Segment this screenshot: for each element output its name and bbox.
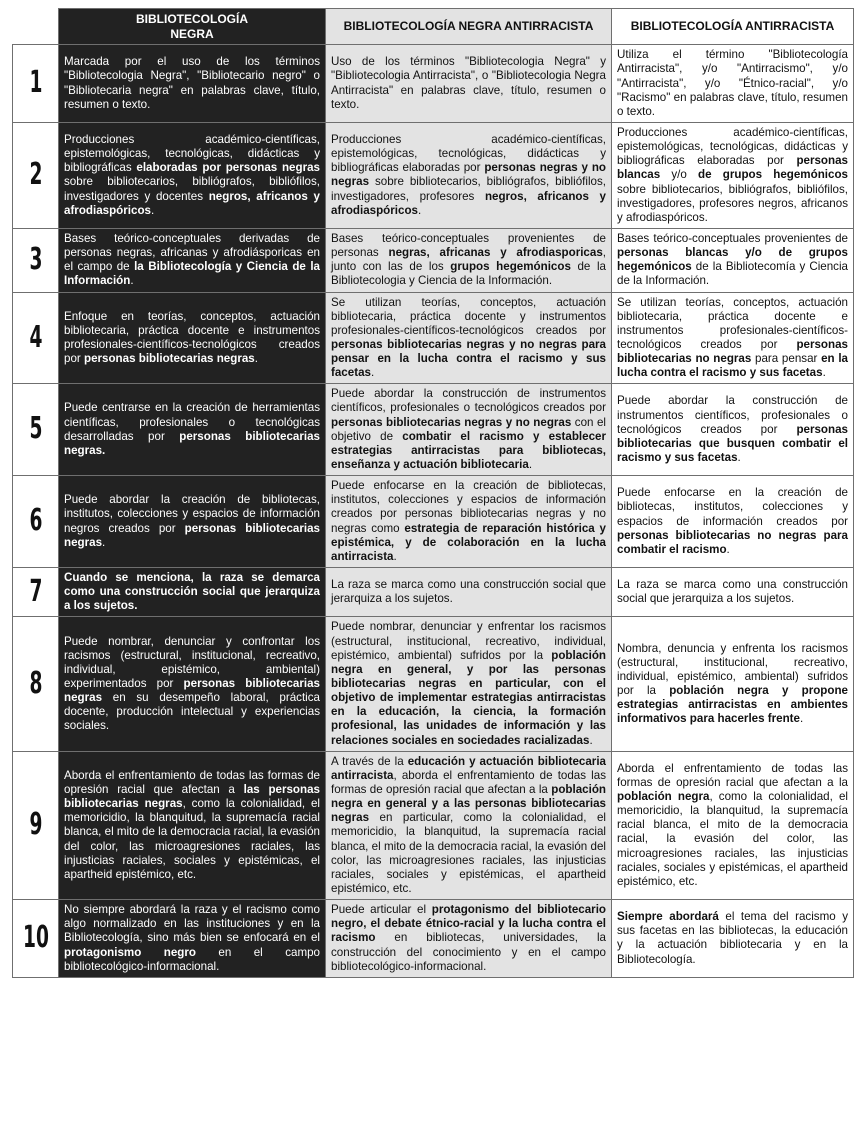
row-number: 6 <box>21 476 50 568</box>
bold-text: combatir el racismo y establecer estrategias antirracistas para bibliotecas, enseñanza y actuación bibliotecaria <box>331 429 606 472</box>
cell-negra-antirracista <box>326 568 612 617</box>
header-row <box>13 9 854 45</box>
cell-negra-antirracista <box>326 45 612 123</box>
bold-text: personas bibliotecarias no negras para combatir el racismo <box>617 528 848 556</box>
cell-text: Producciones académico-científicas, epistemológicas, tecnológicas, didácticas y bibliográficas elaboradas por <box>617 125 848 168</box>
cell-antirracista <box>612 900 854 978</box>
cell-antirracista <box>612 122 854 228</box>
bold-text: personas bibliotecarias negras. <box>64 429 320 457</box>
cell-text: en su desempeño laboral, práctica docente, producción intelectual y experiencias sociales. <box>64 691 320 733</box>
cell-text: . <box>726 542 730 556</box>
bold-text: personas bibliotecarias que busquen combatir el racismo y sus facetas <box>617 422 848 464</box>
cell-negra-antirracista <box>326 617 612 751</box>
cell-text: . <box>102 535 106 549</box>
bold-text: educación y actuación bibliotecaria antirracista <box>331 754 606 782</box>
cell-text: . <box>589 733 593 747</box>
cell-text: . <box>417 203 422 217</box>
bold-text: grupos hegemónicos <box>450 260 571 274</box>
bold-text: personas bibliotecarias negras <box>83 352 255 366</box>
cell-text: . <box>528 458 533 472</box>
cell-text: La raza se marca como una construcción social que jerarquiza a los sujetos. <box>617 578 848 606</box>
table-row <box>13 476 854 568</box>
bold-text: de grupos hegemónicos <box>698 168 848 182</box>
cell-negra <box>59 751 326 899</box>
cell-negra-antirracista <box>326 476 612 568</box>
cell-text: Puede abordar la construcción de instrumentos científicos, profesionales o tecnológicos creados por <box>617 394 848 436</box>
bold-text: la Bibliotecología y Ciencia de la Información <box>64 260 320 288</box>
cell-text: . <box>737 450 741 464</box>
cell-text: . <box>370 366 375 380</box>
bold-text: personas blancas <box>617 154 848 182</box>
cell-text: Se utilizan teorías, conceptos, actuación bibliotecaria, práctica docente y instrumentos profesionales-científicos-tecnológicos creados por <box>331 295 606 337</box>
cell-negra <box>59 122 326 228</box>
cell-text: el tema del racismo y sus facetas en las bibliotecas, la educación y la actuación bibliotecaria y en la Bibliotecología. <box>617 910 848 966</box>
bold-text: estrategia de reparación histórica y epistémica, y de colaboración en la lucha antirracista <box>331 521 606 563</box>
cell-text: . <box>822 366 826 380</box>
bold-text: población negra en general y a las personas bibliotecarias negras <box>331 783 606 825</box>
bold-text: negros, africanos y afrodiaspóricos <box>64 189 320 217</box>
row-number: 2 <box>21 122 50 228</box>
cell-negra <box>59 384 326 476</box>
cell-text: . <box>393 549 397 563</box>
cell-negra <box>59 476 326 568</box>
cell-negra-antirracista <box>326 228 612 292</box>
cell-text: en bibliotecas, universidades, la construcción del conocimiento y en el campo bibliotecológico-informacional. <box>331 931 606 973</box>
bold-text: protagonismo del bibliotecario negro, el debate étnico-racial y la lucha contra el racismo <box>331 903 606 945</box>
cell-text: y/o <box>660 168 699 182</box>
cell-text: . <box>800 712 804 726</box>
cell-antirracista <box>612 45 854 123</box>
cell-text: Se utilizan teorías, conceptos, actuación bibliotecaria, práctica docente e instrumentos profesionales-científicos-tecnológicos creados por <box>617 295 848 351</box>
cell-text: Puede enfocarse en la creación de bibliotecas, institutos, colecciones y espacios de información creados por personas bibliotecarias negras y no negras como <box>331 479 606 535</box>
cell-text: para pensar <box>751 352 822 366</box>
bold-text: población negra y propone estrategias antirracistas en ambientes informativos para hacerles frente <box>617 684 848 726</box>
bold-text: Siempre abordará <box>617 910 719 924</box>
cell-negra-antirracista <box>326 384 612 476</box>
cell-text: Aborda el enfrentamiento de todas las formas de opresión racial que afectan a la <box>617 761 848 789</box>
cell-text: , junto con las de los <box>331 246 607 274</box>
cell-antirracista <box>612 476 854 568</box>
table-row <box>13 292 854 384</box>
comparison-table <box>12 8 854 978</box>
bold-text: personas bibliotecarias no negras <box>617 337 848 366</box>
bold-text: Cuando se menciona, la raza se demarca como una construcción social que jerarquiza a los sujetos. <box>64 571 320 613</box>
cell-text: A través de la <box>331 754 408 768</box>
cell-antirracista <box>612 292 854 384</box>
cell-text: . <box>254 352 258 366</box>
cell-text: Uso de los términos "Bibliotecologia Negra" y "Bibliotecologia Antirracista", o "Bibliotecologia Negra Antirracista" en palabras clave, título, resumen o texto. <box>331 55 606 111</box>
cell-text: Bases teórico-conceptuales provenientes de <box>617 231 848 245</box>
cell-antirracista <box>612 617 854 751</box>
cell-text: , como la colonialidad, el memoricidio, la blanquitud, la supremacía racial blanca, el mito de la democracia racial, la evasión del color, las microagresiones raciales, las injusticias raciales, sociales y epistémicas, el apartheid epistémico, etc. <box>64 797 320 881</box>
cell-text: en el campo bibliotecológico-informacional. <box>64 945 321 973</box>
table-row <box>13 617 854 751</box>
cell-negra <box>59 228 326 292</box>
cell-text: Puede centrarse en la creación de herramientas científicas, profesionales o tecnológicas desarrolladas por <box>64 401 320 443</box>
table-row <box>13 900 854 978</box>
cell-text: con el objetivo de <box>331 415 606 443</box>
cell-antirracista <box>612 568 854 617</box>
cell-antirracista <box>612 751 854 899</box>
table-body <box>13 45 854 978</box>
cell-text: sobre bibliotecarios, bibliógrafos, bibliófilos, investigadores y docentes <box>64 175 320 203</box>
cell-negra-antirracista <box>326 292 612 384</box>
cell-negra-antirracista <box>326 900 612 978</box>
cell-antirracista <box>612 228 854 292</box>
cell-text: Puede enfocarse en la creación de bibliotecas, institutos, colecciones y espacios de información creados por <box>617 486 848 528</box>
row-number: 8 <box>21 617 50 751</box>
bold-text: negras, africanas y afrodiasporicas <box>388 246 603 260</box>
cell-text: Puede abordar la creación de bibliotecas, institutos, colecciones y espacios de información negros creados por <box>64 493 320 535</box>
cell-negra-antirracista <box>326 122 612 228</box>
cell-text: Puede nombrar, denunciar y confrontar los racismos (estructural, institucional, recreativo, individual, epistémico, ambiental) experimentados por <box>64 634 320 691</box>
cell-text: Nombra, denuncia y enfrenta los racismos (estructural, institucional, recreativo, individual, epistémico, ambiental) sufridos por la <box>617 641 848 698</box>
cell-text: . <box>150 203 155 217</box>
cell-text: Puede nombrar, denunciar y enfrentar los racismos (estructural, institucional, recreativo, individual, epistémico, ambiental) sufridos por la <box>331 620 606 662</box>
cell-text: Enfoque en teorías, conceptos, actuación bibliotecaria, práctica docente e instrumentos profesionales-científicos-tecnológicos creados por <box>64 309 320 366</box>
row-number: 5 <box>21 384 50 476</box>
cell-negra-antirracista <box>326 751 612 899</box>
cell-negra <box>59 45 326 123</box>
cell-negra <box>59 568 326 617</box>
cell-text: Producciones académico-científicas, epistemológicas, tecnológicas, didácticas y bibliográficas <box>64 133 320 175</box>
bold-text: protagonismo negro <box>64 945 196 959</box>
cell-negra <box>59 900 326 978</box>
table-row <box>13 122 854 228</box>
cell-text: Utiliza el término "Bibliotecología Antirracista", y/o "Antirracismo", y/o "Antirracista", y/o "Étnico-racial", y/o "Racismo" en palabras clave, título, resumen o texto. <box>617 48 848 118</box>
table-row <box>13 568 854 617</box>
cell-text: Bases teórico-conceptuales derivadas de personas negras, africanas y afrodiásporicas en el campo de <box>64 231 320 274</box>
cell-text: sobre bibliotecarios, bibliógrafos, bibliófilos, investigadores, profesores <box>331 175 606 203</box>
bold-text: las personas bibliotecarias negras <box>64 783 320 811</box>
header-bibliotecologia-antirracista: BIBLIOTECOLOGÍA ANTIRRACISTA <box>612 9 854 45</box>
cell-text: Bases teórico-conceptuales provenientes de personas <box>331 231 606 260</box>
cell-text: La raza se marca como una construcción social que jerarquiza a los sujetos. <box>331 578 606 606</box>
bold-text: población negra <box>617 790 710 804</box>
row-number: 3 <box>21 228 50 292</box>
row-number: 10 <box>21 900 50 978</box>
cell-text: , aborda el enfrentamiento de todas las formas de opresión racial que afectan a la <box>331 768 606 796</box>
row-number: 7 <box>21 568 50 617</box>
cell-text: sobre bibliotecarios, bibliógrafos, bibliófilos, investigadores, profesores negros, africanos y afrodiaspóricos. <box>617 182 848 224</box>
cell-antirracista <box>612 384 854 476</box>
cell-negra <box>59 292 326 384</box>
table-row <box>13 45 854 123</box>
header-bibliotecologia-negra-antirracista: BIBLIOTECOLOGÍA NEGRA ANTIRRACISTA <box>326 9 612 45</box>
row-number: 9 <box>21 751 50 899</box>
cell-text: de la Bibliotecomía y Ciencia de la Información. <box>617 260 848 288</box>
cell-text: Marcada por el uso de los términos "Bibliotecologia Negra", "Bibliotecario negro" o "Bibliotecaria negra" en palabras clave, título, resumen o texto. <box>64 55 320 111</box>
cell-text: en particular, como la colonialidad, el memoricidio, la blanquitud, la supremacía racial blanca, el mito de la democracia racial, la evasión del color, las microagresiones raciales, las injusticias raciales, sociales y epistémicas, el apartheid epistémico, etc. <box>331 811 606 895</box>
cell-text: Aborda el enfrentamiento de todas las formas de opresión racial que afectan a <box>64 768 320 796</box>
cell-negra <box>59 617 326 751</box>
cell-text: de la Bibliotecologia y Ciencia de la Información. <box>331 260 606 288</box>
row-number: 4 <box>21 292 50 384</box>
cell-text: Puede abordar la construcción de instrumentos científicos, profesionales o tecnológicos creados por <box>331 387 606 415</box>
bold-text: personas bibliotecarias negras <box>64 521 320 549</box>
bold-text: personas bibliotecarias negras y no negras para pensar en la lucha contra el racismo y sus facetas <box>331 337 606 380</box>
table-row <box>13 384 854 476</box>
bold-text: población negra en general, y por las personas bibliotecarias negras en particular, con el objetivo de implementar estrategias antirracistas en la educación, la ciencia, la formación profesional, las unidades de información y las relaciones sociales en sociedades racializadas <box>331 648 606 747</box>
bold-text: personas negras y no negras <box>331 161 606 189</box>
header-blank <box>13 9 59 45</box>
cell-text: . <box>130 274 134 288</box>
cell-text: , como la colonialidad, el memoricidio, la blanquitud, la supremacía racial blanca, el mito de la democracia racial, la evasión del color, las microagresiones raciales, las injusticias raciales, sociales y epistémicas, el apartheid epistémico, etc. <box>617 790 848 888</box>
bold-text: elaboradas por personas negras <box>136 161 320 175</box>
bold-text: personas bibliotecarias negras <box>64 677 320 705</box>
bold-text: negros, africanos y afrodiaspóricos <box>331 189 606 217</box>
cell-text: Puede articular el <box>331 903 432 917</box>
bold-text: personas blancas y/o de grupos hegemónicos <box>617 246 848 274</box>
cell-text: No siempre abordará la raza y el racismo como algo normalizado en las instituciones y en la Bibliotecología, sino más bien se enfocará en el <box>64 903 320 945</box>
table-row <box>13 751 854 899</box>
header-bibliotecologia-negra: BIBLIOTECOLOGÍA NEGRA <box>59 9 326 45</box>
row-number: 1 <box>21 45 50 123</box>
cell-text: Producciones académico-científicas, epistemológicas, tecnológicas, didácticas y bibliográficas elaboradas por <box>331 133 606 175</box>
table-row <box>13 228 854 292</box>
bold-text: personas bibliotecarias negras y no negras <box>331 415 572 429</box>
bold-text: en la lucha contra el racismo y sus facetas <box>617 352 848 380</box>
